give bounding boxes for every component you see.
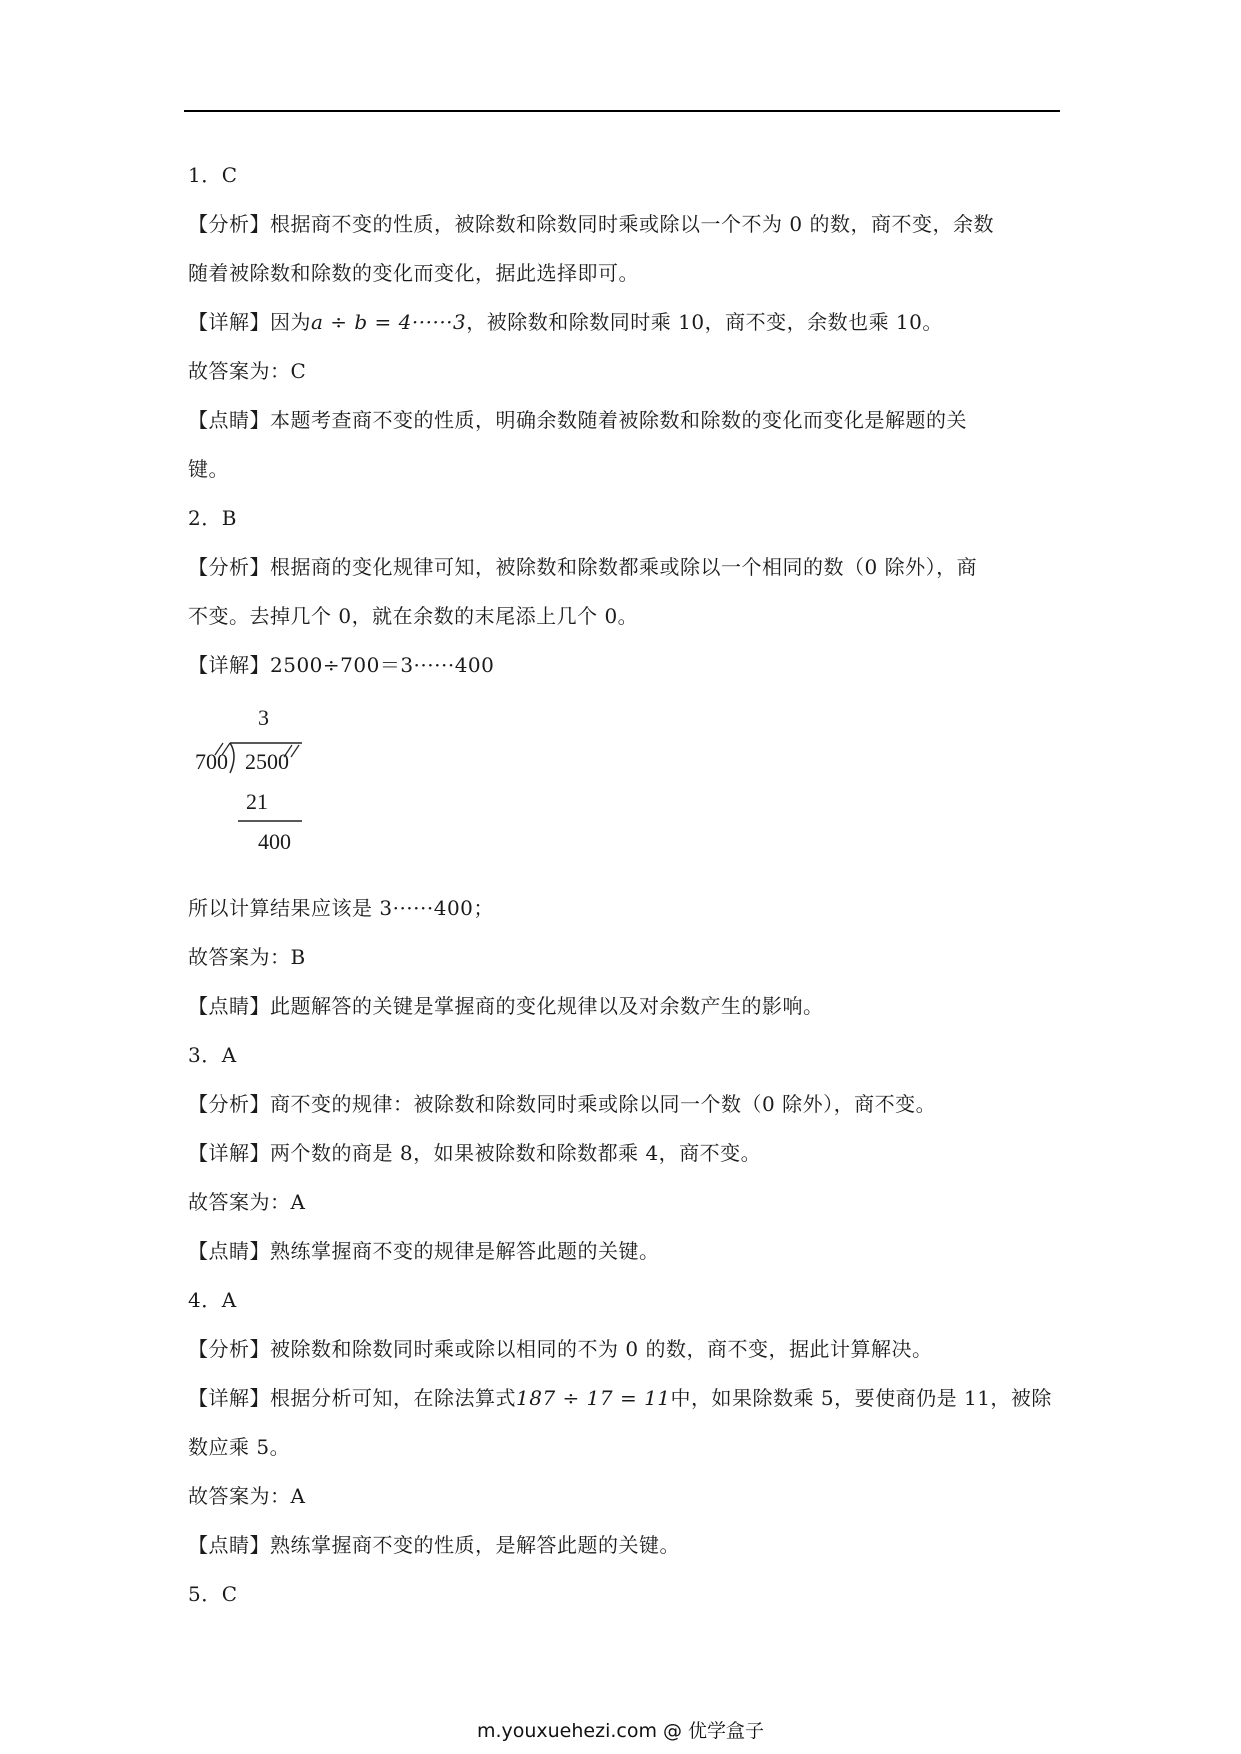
detail-2: 【详解】2500÷700＝3······400 [188, 653, 495, 677]
analysis-1: 【分析】根据商不变的性质，被除数和除数同时乘或除以一个不为 0 的数，商不变，余数 [188, 212, 994, 236]
answer-3: 3．A [188, 1043, 237, 1067]
answer-2: 2．B [188, 506, 237, 530]
detail-3: 【详解】两个数的商是 8，如果被除数和除数都乘 4，商不变。 [188, 1141, 762, 1165]
answer-4: 4．A [188, 1288, 237, 1312]
detail-4-formula: 187 ÷ 17 = 11 [516, 1386, 671, 1410]
detail-1-prefix: 【详解】因为 [188, 310, 311, 334]
conclusion-4: 故答案为：A [188, 1484, 306, 1508]
long-division-product: 21 [246, 789, 268, 814]
analysis-2-cont: 不变。去掉几个 0，就在余数的末尾添上几个 0。 [188, 604, 639, 628]
analysis-2: 【分析】根据商的变化规律可知，被除数和除数都乘或除以一个相同的数（0 除外），商 [188, 555, 978, 579]
conclusion-1: 故答案为：C [188, 359, 307, 383]
detail-4-suffix: 中，如果除数乘 5，要使商仍是 11，被除 [670, 1386, 1052, 1410]
detail-4 [188, 1385, 1052, 1411]
footer-watermark: m.youxuehezi.com @ 优学盒子 [476, 1720, 765, 1742]
conclusion-2: 故答案为：B [188, 945, 306, 969]
detail-1 [188, 309, 943, 335]
long-division-figure [190, 705, 320, 865]
long-division-bracket [190, 705, 320, 865]
analysis-1-cont: 随着被除数和除数的变化而变化，据此选择即可。 [188, 261, 639, 285]
comment-1-cont: 键。 [188, 457, 229, 481]
analysis-3: 【分析】商不变的规律：被除数和除数同时乘或除以同一个数（0 除外），商不变。 [188, 1092, 937, 1116]
detail-4-cont: 数应乘 5。 [188, 1435, 291, 1459]
long-division-divisor: 700 [195, 749, 228, 774]
comment-4: 【点睛】熟练掌握商不变的性质，是解答此题的关键。 [188, 1533, 680, 1557]
answer-5: 5．C [188, 1582, 238, 1606]
long-division-quotient: 3 [258, 705, 269, 730]
result-2: 所以计算结果应该是 3······400； [188, 896, 494, 920]
answer-1: 1．C [188, 163, 238, 187]
detail-1-suffix: ，被除数和除数同时乘 10，商不变，余数也乘 10。 [466, 310, 943, 334]
comment-1: 【点睛】本题考查商不变的性质，明确余数随着被除数和除数的变化而变化是解题的关 [188, 408, 967, 432]
comment-3: 【点睛】熟练掌握商不变的规律是解答此题的关键。 [188, 1239, 660, 1263]
detail-1-formula: a ÷ b = 4······3 [311, 310, 467, 334]
long-division-dividend: 2500 [245, 749, 289, 774]
conclusion-3: 故答案为：A [188, 1190, 306, 1214]
comment-2: 【点睛】此题解答的关键是掌握商的变化规律以及对余数产生的影响。 [188, 994, 824, 1018]
long-division-remainder: 400 [258, 829, 291, 854]
analysis-4: 【分析】被除数和除数同时乘或除以相同的不为 0 的数，商不变，据此计算解决。 [188, 1337, 933, 1361]
header-rule [184, 110, 1060, 112]
detail-4-prefix: 【详解】根据分析可知，在除法算式 [188, 1386, 516, 1410]
